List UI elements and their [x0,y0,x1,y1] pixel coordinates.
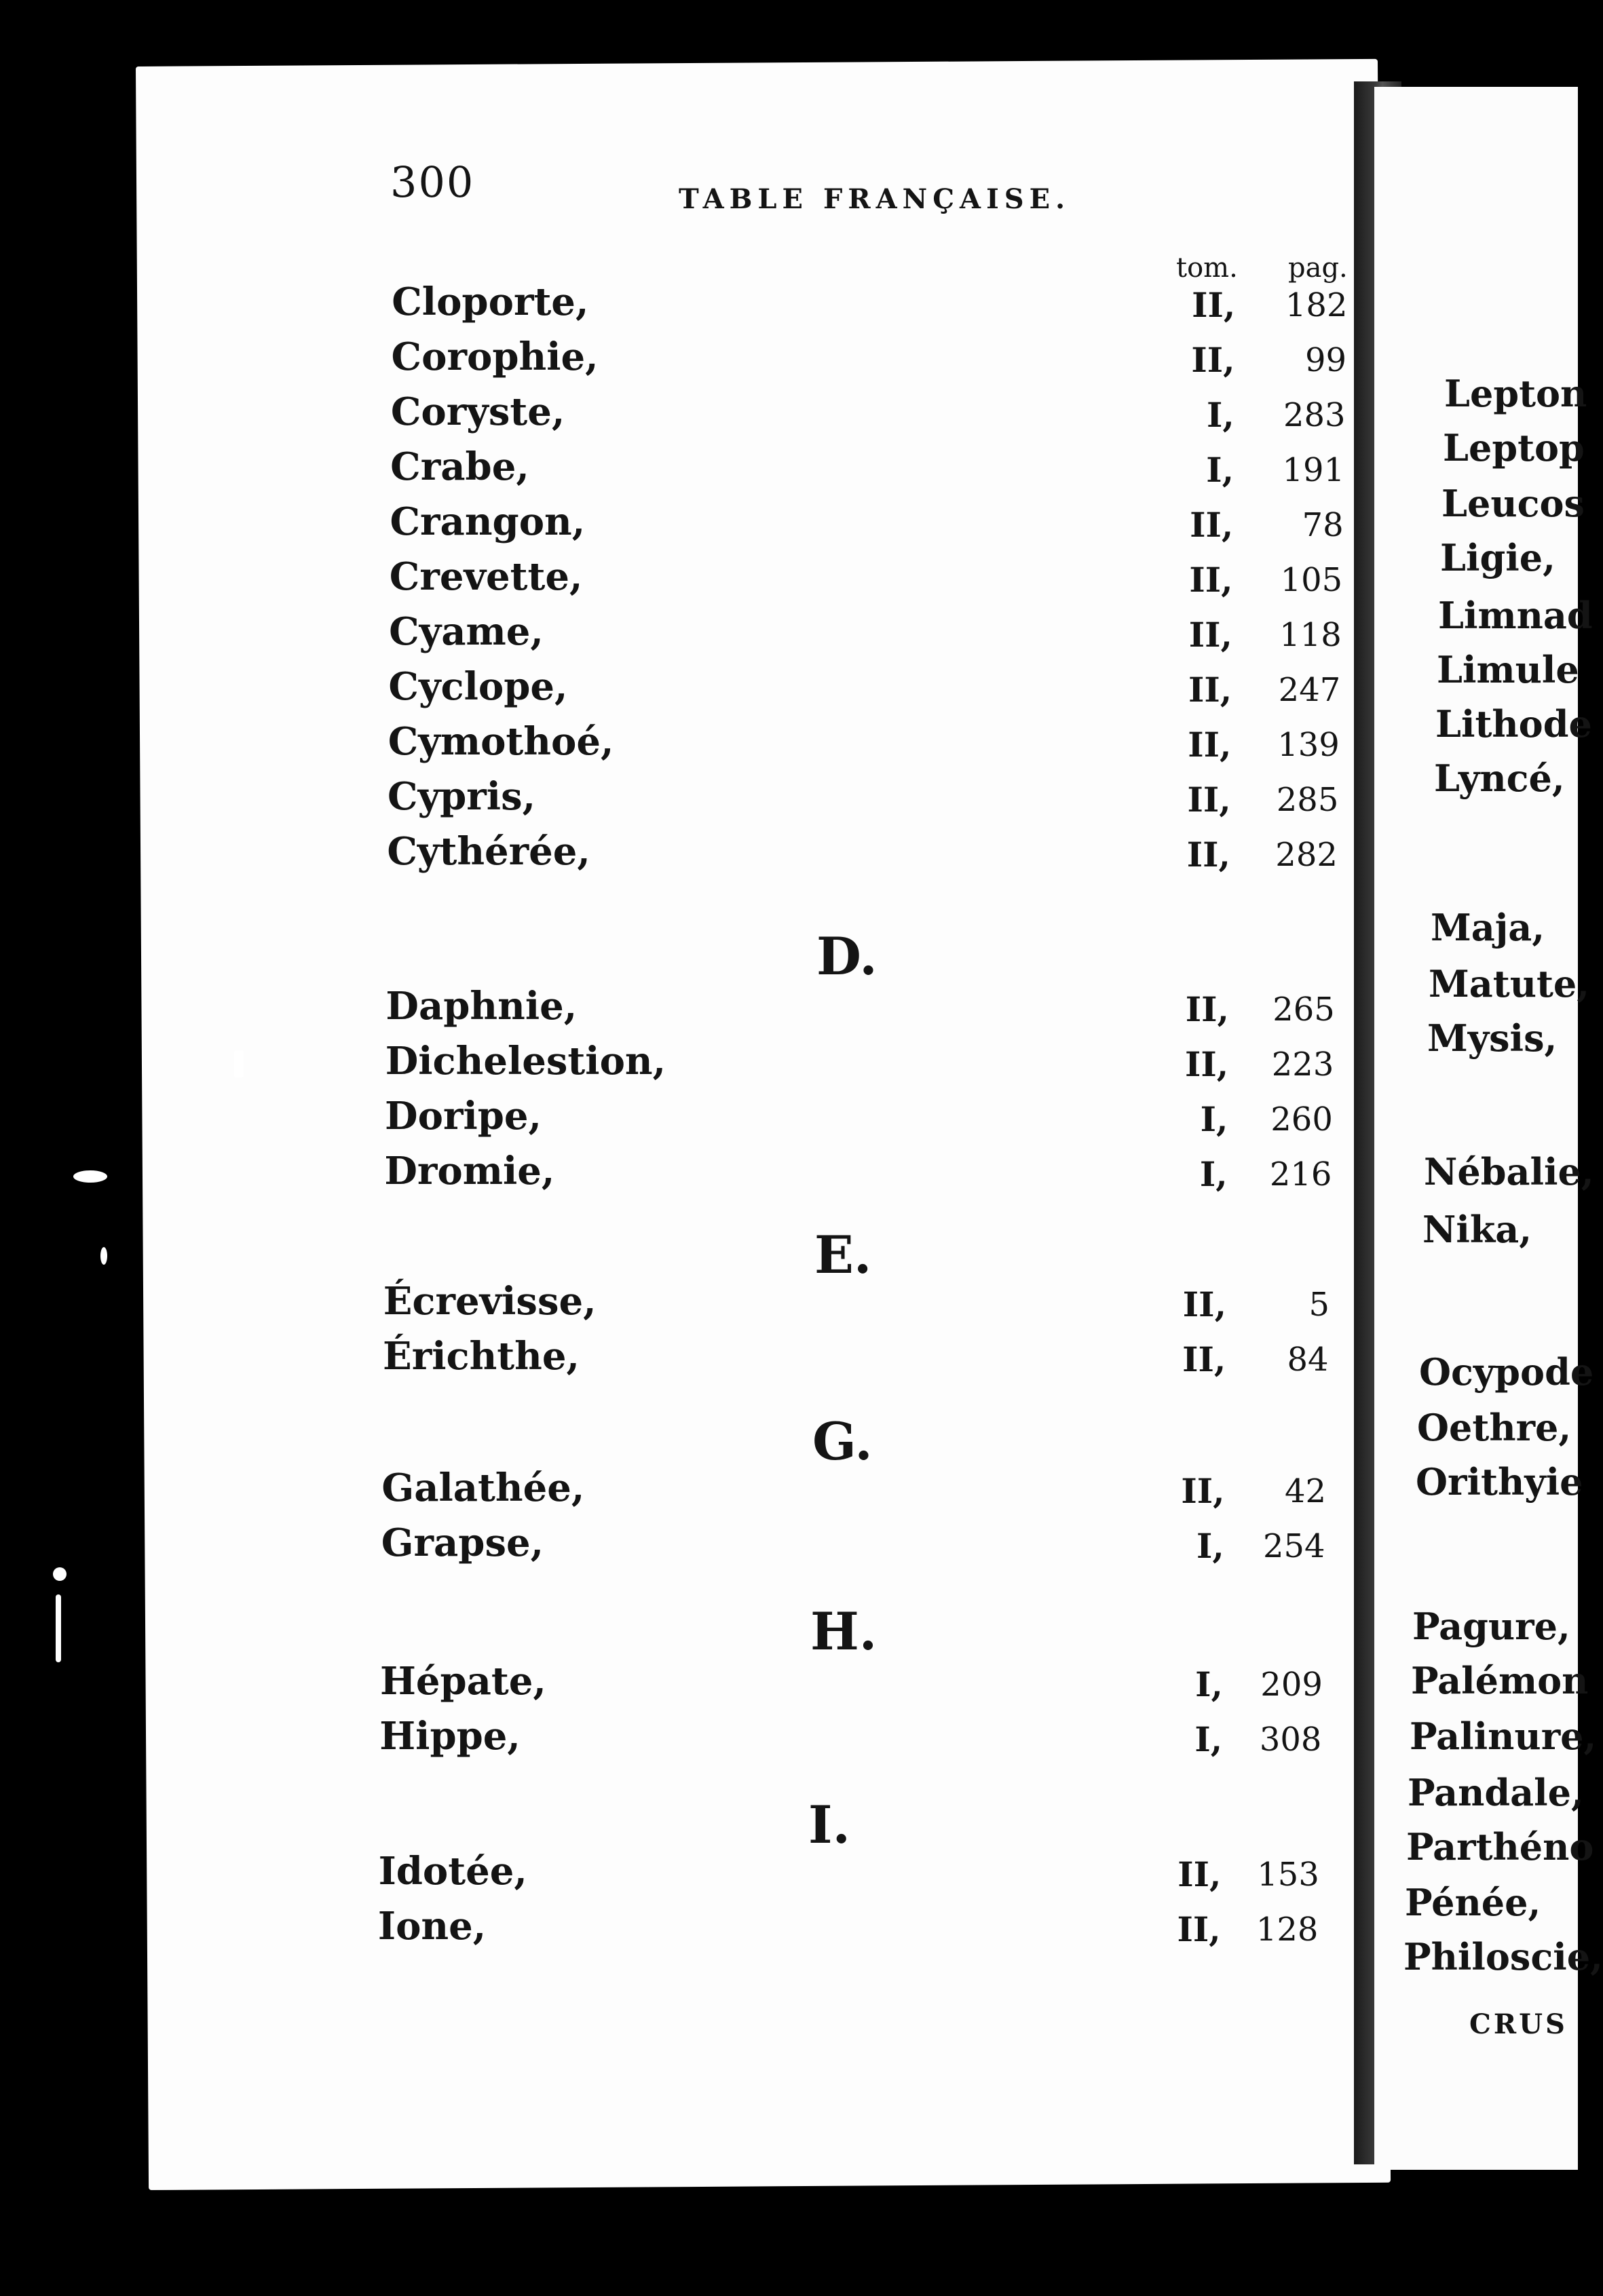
index-entry-name: Hépate, [379,1659,546,1704]
index-entry-pag: 260 [1270,1101,1333,1139]
right-page-entry: Nébalie, [1424,1150,1594,1193]
running-title: TABLE FRANÇAISE. [679,183,1071,215]
section-letter: D. [816,926,878,987]
index-entry-pag: 5 [1308,1286,1329,1324]
index-entry-tom: II, [1190,505,1234,545]
section-letter: E. [814,1225,872,1285]
index-entry-tom: II, [1177,1854,1222,1894]
index-entry-name: Daphnie, [385,984,578,1029]
index-entry-name: Dromie, [384,1149,555,1193]
index-entry-tom: I, [1200,1099,1228,1139]
index-entry-tom: II, [1182,1339,1226,1379]
index-entry-name: Corophie, [391,334,599,379]
margin-speck [100,1247,107,1265]
right-page-catchword: CRUS [1469,2008,1568,2040]
index-entry-pag: 153 [1257,1856,1319,1894]
right-page-entry: Mysis, [1427,1016,1558,1060]
index-entry-tom: II, [1185,989,1229,1029]
index-entry-tom: I, [1199,1154,1228,1194]
index-entry-name: Crangon, [390,499,586,544]
index-entry-name: Hippe, [379,1714,521,1759]
index-entry-name: Crevette, [389,554,583,599]
index-entry-name: Ione, [377,1904,487,1949]
index-entry-pag: 247 [1278,671,1341,709]
column-header-tom: tom. [1176,252,1238,284]
right-page-entry: Leptop [1443,426,1585,470]
index-entry-pag: 42 [1284,1472,1327,1510]
right-page-entry: Leucos [1441,482,1585,525]
index-entry-tom: I, [1194,1719,1223,1759]
index-entry-name: Cyame, [389,609,544,654]
index-entry-name: Idotée, [378,1849,527,1894]
index-entry-pag: 282 [1275,836,1338,874]
section-letter: G. [812,1411,873,1472]
index-entry-tom: II, [1181,1471,1225,1511]
index-entry-pag: 182 [1285,286,1348,324]
index-entry-tom: I, [1195,1664,1223,1704]
index-entry-name: Cyclope, [388,664,568,709]
index-entry-pag: 223 [1271,1046,1334,1084]
index-entry-name: Doripe, [385,1094,542,1139]
right-page-entry: Maja, [1431,906,1545,949]
index-entry-tom: I, [1206,395,1234,435]
right-page-entry: Matute, [1429,962,1590,1006]
index-entry-tom: II, [1187,780,1231,820]
index-entry-pag: 308 [1259,1721,1322,1759]
index-entry-pag: 84 [1287,1341,1329,1379]
index-entry-pag: 209 [1260,1666,1323,1704]
right-page-entry: Lithode [1435,702,1592,746]
page-number: 300 [390,157,475,207]
right-page-entry: Ocypode [1419,1350,1594,1394]
section-letter: I. [808,1795,851,1855]
right-page-entry: Nika, [1422,1208,1532,1251]
index-entry-name: Érichthe, [383,1334,580,1379]
right-page-entry: Limule [1437,648,1579,691]
index-entry-tom: II, [1189,560,1233,600]
index-entry-pag: 254 [1262,1527,1325,1565]
section-letter: H. [810,1601,878,1662]
index-entry-tom: II, [1192,285,1236,325]
index-entry-pag: 105 [1280,561,1343,599]
index-entry-tom: I, [1196,1526,1224,1566]
margin-speck [73,1170,107,1183]
index-entry-name: Cymothoé, [388,719,614,764]
index-entry-tom: II, [1184,1044,1229,1084]
margin-speck [234,1050,244,1077]
right-page-entry: Pandale, [1408,1771,1584,1814]
index-entry-name: Cloporte, [392,280,589,324]
index-entry-tom: II, [1182,1284,1226,1324]
index-entry-pag: 118 [1279,616,1342,654]
right-page-entry: Pénée, [1405,1881,1541,1924]
index-entry-tom: II, [1188,725,1232,765]
index-entry-tom: II, [1191,340,1235,380]
right-page-entry: Ligie, [1440,536,1555,579]
index-entry-pag: 128 [1256,1911,1319,1949]
column-header-pag: pag. [1288,252,1348,284]
right-page-entry: Oethre, [1417,1406,1572,1449]
margin-speck [56,1594,61,1662]
index-entry-name: Cypris, [388,774,536,819]
right-page-entry: Palémon [1411,1659,1589,1702]
index-entry-name: Crabe, [390,444,529,489]
index-entry-pag: 265 [1272,991,1335,1029]
index-entry-pag: 99 [1304,341,1347,379]
index-entry-name: Galathée, [381,1466,585,1510]
right-page-entry: Palinure, [1410,1715,1597,1758]
index-entry-tom: II, [1188,615,1232,655]
index-entry-pag: 283 [1283,396,1346,434]
index-entry-name: Cythérée, [387,829,590,874]
margin-speck [53,1567,67,1581]
right-page-entry: Lepton [1444,372,1587,415]
index-entry-tom: II, [1177,1909,1221,1949]
index-entry-pag: 191 [1282,451,1345,489]
index-entry-tom: II, [1188,670,1232,710]
index-entry-tom: I, [1206,450,1234,490]
index-entry-name: Grapse, [381,1520,544,1565]
right-page-entry: Parthéno [1406,1825,1594,1869]
index-entry-pag: 216 [1269,1155,1332,1193]
right-page-entry: Lyncé, [1434,757,1565,800]
right-page-entry: Pagure, [1412,1605,1570,1648]
right-page-entry: Orithyie [1416,1460,1583,1504]
index-entry-name: Coryste, [390,389,565,434]
index-entry-name: Dichelestion, [385,1039,666,1084]
index-entry-tom: II, [1186,835,1230,875]
index-entry-name: Écrevisse, [383,1279,597,1324]
index-entry-pag: 78 [1302,506,1344,544]
right-page-entry: Limnad [1438,594,1593,637]
index-entry-pag: 285 [1276,781,1339,819]
right-page-entry: Philoscie, [1403,1935,1603,1978]
index-entry-pag: 139 [1277,726,1340,764]
